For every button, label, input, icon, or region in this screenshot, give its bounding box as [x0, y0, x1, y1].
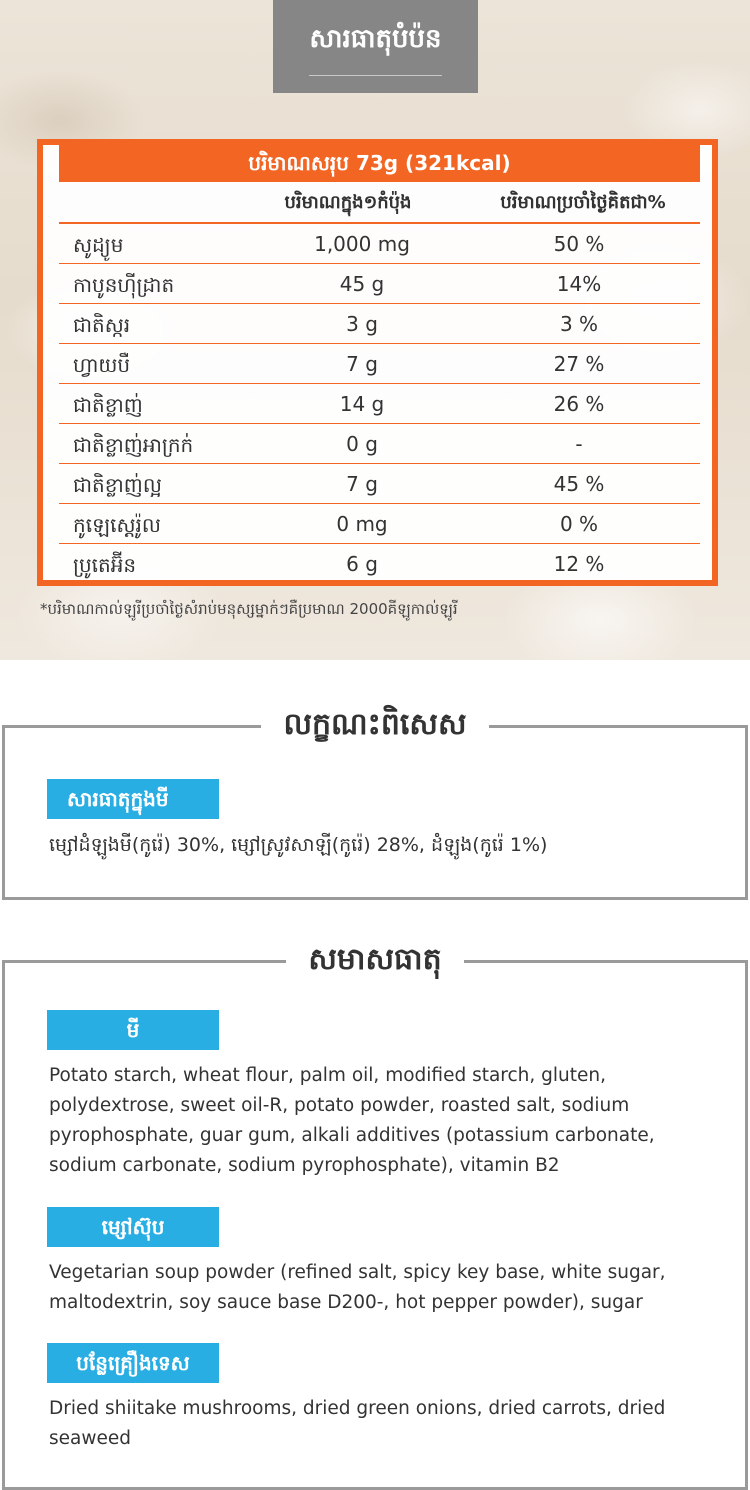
nutrient-amount: 3 g	[346, 312, 378, 336]
vegetables-ingredients-text: Dried shiitake mushrooms, dried green onions, dried carrots, dried seaweed	[49, 1398, 666, 1449]
nutrition-total-header: បរិមាណសរុប 73g (321kcal)	[59, 145, 700, 182]
page-title: សារធាតុបំប៉ន	[309, 24, 442, 54]
nutrient-daily-percent: 50 %	[553, 232, 605, 256]
title-underline	[309, 75, 442, 76]
noodle-content-badge: សារធាតុក្នុងមី	[47, 779, 219, 819]
nutrient-amount: 14 g	[339, 392, 385, 416]
daily-calorie-footnote: *បរិមាណកាល់ឡូរីប្រចាំថ្ងៃសំរាប់មនុស្សម្នាក់ៗគឺប្រមាណ 2000គីឡូកាល់ឡូរី	[40, 600, 458, 618]
soup-powder-badge: ម្សៅស៊ុប	[47, 1207, 219, 1247]
nutrient-daily-percent: 0 %	[559, 512, 599, 536]
nutrient-amount: 6 g	[346, 552, 378, 576]
ingredients-section	[2, 942, 748, 1490]
features-title: លក្ខណះពិសេស	[261, 702, 488, 748]
nutrient-daily-percent: 14%	[556, 272, 602, 296]
nutrient-name: សូដ្យូម	[73, 233, 124, 257]
table-row	[59, 504, 700, 544]
nutrient-amount: 45 g	[339, 272, 385, 296]
column-header-daily-percent: បរិមាណប្រចាំថ្ងៃគិតជា%	[500, 192, 666, 213]
nutrient-daily-percent: 3 %	[559, 312, 599, 336]
nutrient-amount: 7 g	[346, 472, 378, 496]
table-row	[59, 264, 700, 304]
nutrient-name: ជាតិខ្លាញ់ល្អ	[73, 473, 162, 497]
table-row	[59, 464, 700, 504]
features-section	[2, 707, 748, 900]
nutrition-hero	[0, 0, 750, 660]
nutrient-daily-percent: 12 %	[553, 552, 605, 576]
table-row	[59, 224, 700, 264]
nutrient-daily-percent: 27 %	[553, 352, 605, 376]
nutrient-name: ប្រូតេអ៊ីន	[73, 553, 137, 577]
nutrition-table	[37, 139, 718, 586]
nutrient-name: កូឡេស្តេរ៉ូល	[73, 513, 161, 537]
nutrient-amount: 0 g	[346, 432, 378, 456]
table-row	[59, 424, 700, 464]
nutrient-name: ហ្វាយបឺ	[73, 353, 131, 377]
nutrient-name: ជាតិស្ករ	[73, 313, 131, 337]
column-header-amount: បរិមាណក្នុង១កំប៉ុង	[284, 192, 412, 213]
nutrient-name: ជាតិខ្លាញ់	[73, 393, 143, 417]
nutrient-name: ជាតិខ្លាញ់អាក្រក់	[73, 433, 194, 457]
nutrient-amount: 1,000 mg	[314, 232, 410, 256]
nutrient-amount: 0 mg	[336, 512, 388, 536]
nutrient-daily-percent: -	[575, 432, 583, 456]
noodle-ingredients-text: Potato starch, wheat flour, palm oil, modified starch, gluten, polydextrose, sweet oil-R, potato powder, roasted salt, sodium pyrophosphate, guar gum, alkali additives (potassium carbonate, sodium carbonate, sodium pyrophosphate), vitamin B2	[49, 1065, 655, 1176]
nutrient-daily-percent: 45 %	[553, 472, 605, 496]
noodle-badge: មី	[47, 1010, 219, 1050]
table-row	[59, 384, 700, 424]
ingredients-title: សមាសធាតុ	[286, 937, 463, 983]
vegetables-badge: បន្លែគ្រឿងទេស	[47, 1343, 219, 1383]
nutrient-amount: 7 g	[346, 352, 378, 376]
table-row	[59, 544, 700, 584]
nutrient-name: កាបូនហ៊ីដ្រាត	[73, 273, 175, 297]
table-row	[59, 344, 700, 384]
features-text: ម្សៅដំឡូងមី(កូរ៉េ) 30%, ម្សៅស្រូវសាឡី(កូរ៉េ) 28%, ដំឡូង(កូរ៉េ 1%)	[49, 834, 548, 856]
table-row	[59, 304, 700, 344]
nutrient-daily-percent: 26 %	[553, 392, 605, 416]
soup-powder-ingredients-text: Vegetarian soup powder (refined salt, spicy key base, white sugar, maltodextrin, soy sauce base D200-, hot pepper powder), sugar	[49, 1262, 666, 1313]
section-title-tab	[273, 0, 478, 93]
